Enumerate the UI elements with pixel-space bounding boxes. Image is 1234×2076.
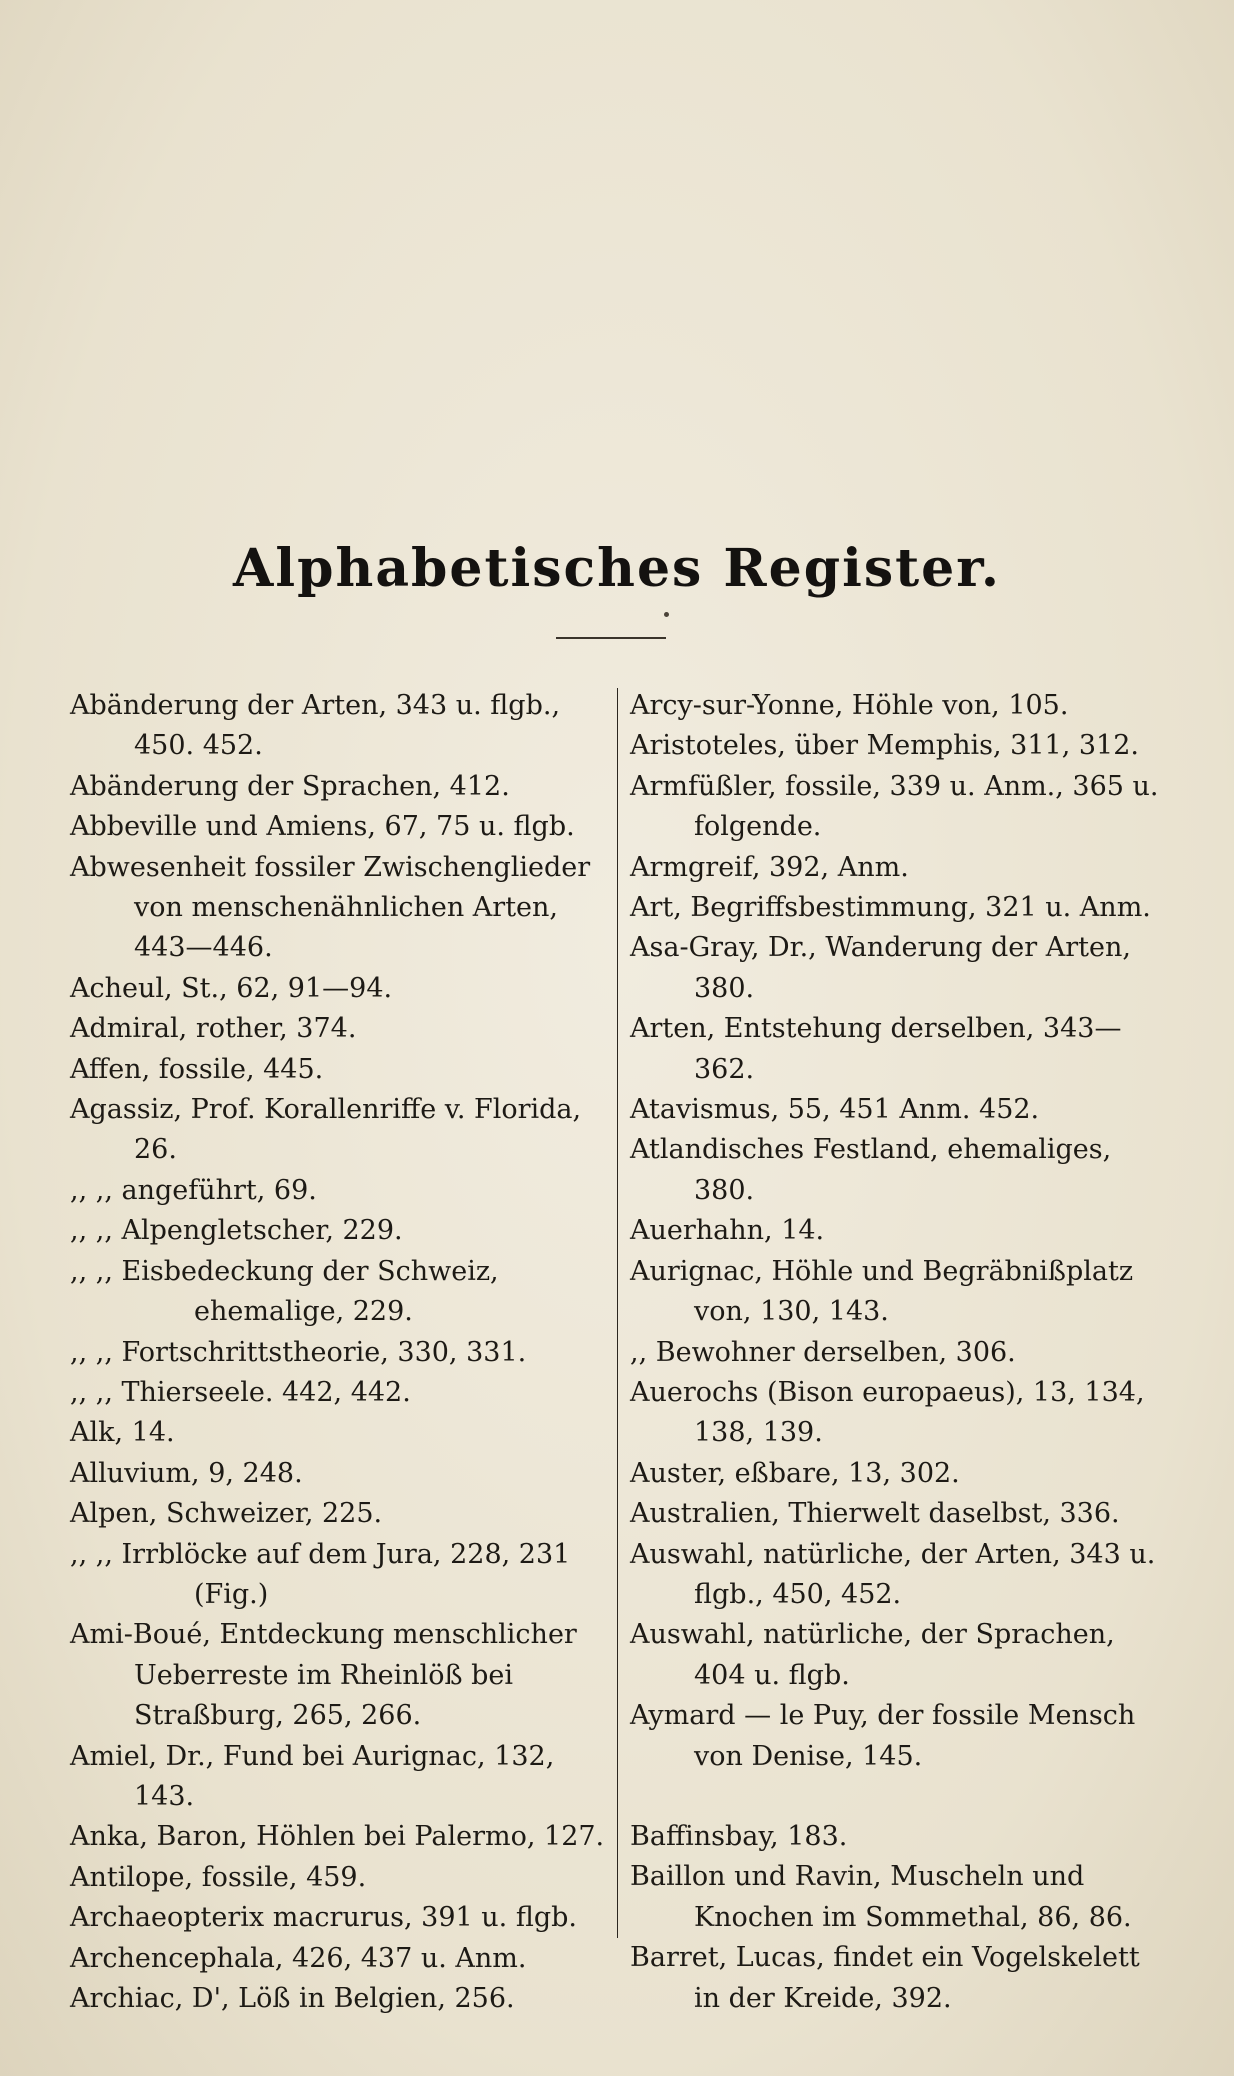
section-gap — [630, 1777, 1170, 1817]
register-entry: Armfüßler, fossile, 339 u. Anm., 365 u. folgende. — [630, 770, 1159, 843]
register-entry: Amiel, Dr., Fund bei Aurignac, 132, 143. — [70, 1740, 555, 1812]
register-entry: Auerochs (Bison europaeus), 13, 134, 138, 139. — [630, 1376, 1145, 1449]
page-title: Alphabetisches Register. — [233, 538, 1001, 599]
register-entry: Auerhahn, 14. — [630, 1215, 825, 1247]
register-entry: Affen, fossile, 445. — [70, 1053, 324, 1085]
register-subentry: ,, ,, angeführt, 69. — [70, 1174, 317, 1206]
register-entry: Ami-Boué, Entdeckung menschlicher Ueberreste im Rheinlöß bei Straßburg, 265, 266. — [70, 1619, 577, 1732]
register-entry: Anka, Baron, Höhlen bei Palermo, 127. — [70, 1821, 605, 1853]
register-subentry: ,, ,, Thierseele. 442, 442. — [70, 1376, 411, 1408]
column-divider — [617, 688, 618, 1938]
register-subentry: ,, ,, Eisbedeckung der Schweiz, ehemalige, 229. — [70, 1255, 499, 1328]
register-entry: Atlandisches Festland, ehemaliges, 380. — [630, 1134, 1112, 1206]
register-entry: Baillon und Ravin, Muscheln und Knochen im Sommethal, 86, 86. — [630, 1861, 1132, 1933]
register-entry: Agassiz, Prof. Korallenriffe v. Florida, 26. — [70, 1094, 582, 1166]
ornament-dot — [664, 612, 669, 617]
register-entry: Arten, Entstehung derselben, 343—362. — [630, 1013, 1122, 1085]
register-entry: Baffinsbay, 183. — [630, 1820, 848, 1852]
register-entry: Alluvium, 9, 248. — [70, 1457, 303, 1489]
register-subentry: ,, ,, Irrblöcke auf dem Jura, 228, 231 (Fig.) — [70, 1538, 571, 1610]
register-entry: Art, Begriffsbestimmung, 321 u. Anm. — [630, 892, 1151, 924]
register-entry: Archaeopterix macrurus, 391 u. flgb. — [70, 1902, 577, 1934]
title-rule — [556, 637, 666, 639]
register-entry: Auswahl, natürliche, der Arten, 343 u. flgb., 450, 452. — [630, 1538, 1156, 1610]
register-entry: Abänderung der Arten, 343 u. flgb., 450. 452. — [70, 690, 561, 762]
left-column — [70, 686, 615, 2019]
register-subentry: ,, Bewohner derselben, 306. — [630, 1336, 1016, 1368]
register-entry: Abwesenheit fossiler Zwischenglieder von menschenähnlichen Arten, 443—446. — [70, 851, 591, 964]
register-entry: Aymard — le Puy, der fossile Mensch von Denise, 145. — [630, 1700, 1136, 1772]
register-subentry: ,, ,, Fortschrittstheorie, 330, 331. — [70, 1336, 527, 1368]
right-column — [630, 686, 1170, 2019]
register-entry: Abänderung der Sprachen, 412. — [70, 770, 510, 802]
register-entry: Armgreif, 392, Anm. — [630, 851, 909, 883]
register-entry: Alpen, Schweizer, 225. — [70, 1498, 383, 1530]
register-entry: Australien, Thierwelt daselbst, 336. — [630, 1498, 1120, 1530]
register-entry: Asa-Gray, Dr., Wanderung der Arten, 380. — [630, 932, 1131, 1004]
register-entry: Admiral, rother, 374. — [70, 1013, 357, 1045]
register-entry: Atavismus, 55, 451 Anm. 452. — [630, 1094, 1040, 1126]
register-entry: Acheul, St., 62, 91—94. — [70, 972, 393, 1004]
register-entry: Archiac, D', Löß in Belgien, 256. — [70, 1983, 515, 2014]
register-entry: Aristoteles, über Memphis, 311, 312. — [630, 730, 1139, 762]
register-entry: Arcy-sur-Yonne, Höhle von, 105. — [630, 690, 1069, 721]
register-entry: Barret, Lucas, findet ein Vogelskelett in der Kreide, 392. — [630, 1942, 1140, 2014]
register-entry: Alk, 14. — [70, 1417, 175, 1449]
register-entry: Archencephala, 426, 437 u. Anm. — [70, 1942, 527, 1974]
register-subentry: ,, ,, Alpengletscher, 229. — [70, 1215, 403, 1247]
register-entry: Aurignac, Höhle und Begräbnißplatz von, 130, 143. — [630, 1255, 1134, 1328]
register-entry: Antilope, fossile, 459. — [70, 1861, 367, 1893]
register-entry: Abbeville und Amiens, 67, 75 u. flgb. — [70, 811, 575, 843]
register-entry: Auswahl, natürliche, der Sprachen, 404 u. flgb. — [630, 1619, 1115, 1691]
register-entry: Auster, eßbare, 13, 302. — [630, 1457, 960, 1489]
